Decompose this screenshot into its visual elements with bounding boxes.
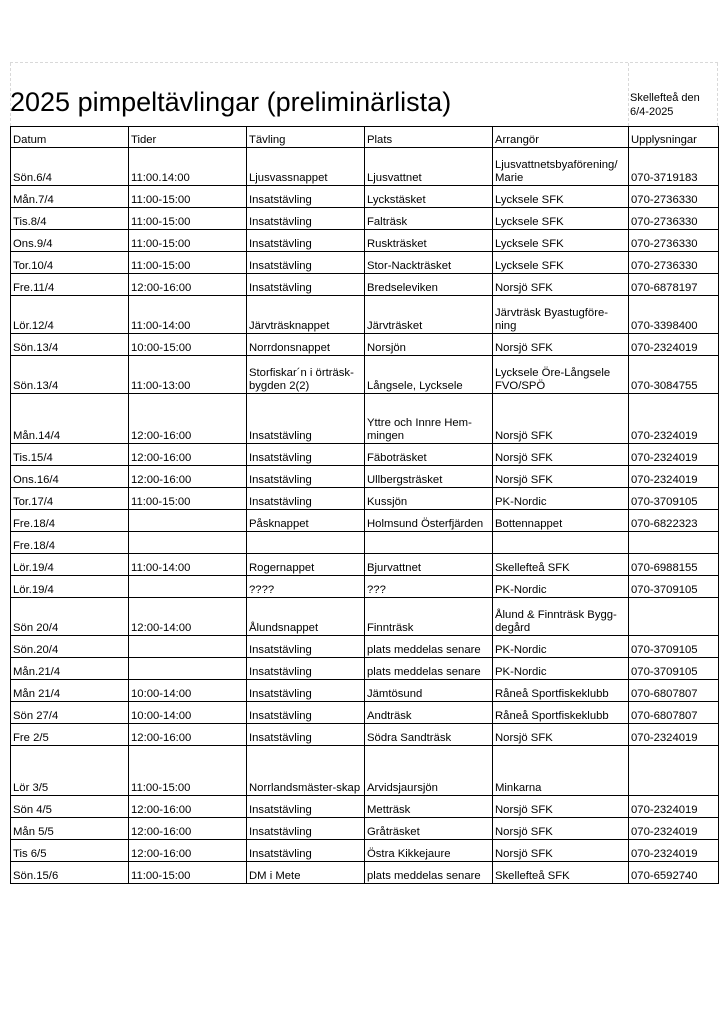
cell-plats: Holmsund Österfjärden	[365, 510, 493, 532]
table-row	[11, 186, 719, 208]
cell-plats: Metträsk	[365, 796, 493, 818]
table-row	[11, 862, 719, 884]
cell-datum: Fre.18/4	[11, 532, 129, 554]
cell-arrangor: Lycksele SFK	[493, 208, 629, 230]
cell-arrangor: PK-Nordic	[493, 636, 629, 658]
cell-tider: 12:00-16:00	[129, 818, 247, 840]
cell-tavling: Norrlandsmäster-skap	[247, 746, 365, 796]
cell-tavling: Insatstävling	[247, 658, 365, 680]
cell-upplysningar: 070-6878197	[629, 274, 719, 296]
table-row	[11, 636, 719, 658]
cell-arrangor: Norsjö SFK	[493, 274, 629, 296]
cell-tider: 11:00-15:00	[129, 186, 247, 208]
cell-arrangor: Råneå Sportfiskeklubb	[493, 702, 629, 724]
cell-tavling: DM i Mete	[247, 862, 365, 884]
cell-datum: Lör.12/4	[11, 296, 129, 334]
cell-datum: Fre 2/5	[11, 724, 129, 746]
cell-tider: 12:00-16:00	[129, 724, 247, 746]
cell-tavling: Insatstävling	[247, 394, 365, 444]
cell-plats: ???	[365, 576, 493, 598]
grid-line	[628, 63, 629, 126]
cell-upplysningar: 070-6822323	[629, 510, 719, 532]
column-header-datum: Datum	[11, 127, 129, 148]
cell-arrangor: Ålund & Finnträsk Bygg-degård	[493, 598, 629, 636]
cell-tider	[129, 510, 247, 532]
cell-tavling: Insatstävling	[247, 636, 365, 658]
cell-datum: Sön 4/5	[11, 796, 129, 818]
competition-table-body	[11, 127, 719, 884]
cell-tider: 12:00-16:00	[129, 796, 247, 818]
cell-upplysningar	[629, 598, 719, 636]
cell-tavling: Insatstävling	[247, 724, 365, 746]
cell-upplysningar: 070-3398400	[629, 296, 719, 334]
cell-arrangor: Norsjö SFK	[493, 724, 629, 746]
column-header-upplysningar: Upplysningar	[629, 127, 719, 148]
cell-datum: Sön.13/4	[11, 356, 129, 394]
cell-upplysningar: 070-2736330	[629, 186, 719, 208]
cell-tider: 11:00-14:00	[129, 296, 247, 334]
cell-arrangor: Lycksele SFK	[493, 230, 629, 252]
cell-arrangor: Norsjö SFK	[493, 466, 629, 488]
cell-tavling: Insatstävling	[247, 840, 365, 862]
table-row	[11, 510, 719, 532]
cell-tider: 11:00-15:00	[129, 862, 247, 884]
column-header-arrangor: Arrangör	[493, 127, 629, 148]
cell-datum: Tor.10/4	[11, 252, 129, 274]
table-row	[11, 702, 719, 724]
date-note-line-2: 6/4-2025	[630, 106, 674, 118]
cell-plats: Järvträsket	[365, 296, 493, 334]
cell-datum: Ons.9/4	[11, 230, 129, 252]
cell-upplysningar: 070-2324019	[629, 796, 719, 818]
cell-datum: Sön.15/6	[11, 862, 129, 884]
competition-table	[10, 126, 719, 884]
cell-plats: Norsjön	[365, 334, 493, 356]
cell-arrangor: Norsjö SFK	[493, 818, 629, 840]
table-row	[11, 252, 719, 274]
cell-arrangor: Skellefteå SFK	[493, 862, 629, 884]
cell-tavling: Insatstävling	[247, 680, 365, 702]
cell-tider: 11:00-15:00	[129, 252, 247, 274]
cell-tavling: Ljusvassnappet	[247, 148, 365, 186]
cell-arrangor: PK-Nordic	[493, 576, 629, 598]
cell-upplysningar: 070-6807807	[629, 680, 719, 702]
cell-datum: Mån 21/4	[11, 680, 129, 702]
column-header-plats: Plats	[365, 127, 493, 148]
cell-upplysningar: 070-6988155	[629, 554, 719, 576]
table-row	[11, 296, 719, 334]
cell-datum: Tor.17/4	[11, 488, 129, 510]
cell-arrangor: Råneå Sportfiskeklubb	[493, 680, 629, 702]
cell-tavling: Rogernappet	[247, 554, 365, 576]
cell-plats: Östra Kikkejaure	[365, 840, 493, 862]
cell-tider: 10:00-14:00	[129, 680, 247, 702]
table-row	[11, 394, 719, 444]
cell-plats: Ruskträsket	[365, 230, 493, 252]
cell-upplysningar: 070-2736330	[629, 208, 719, 230]
cell-tider	[129, 576, 247, 598]
cell-tider: 11:00-15:00	[129, 208, 247, 230]
cell-arrangor: Norsjö SFK	[493, 394, 629, 444]
cell-upplysningar: 070-3709105	[629, 488, 719, 510]
cell-plats: plats meddelas senare	[365, 636, 493, 658]
cell-upplysningar: 070-3084755	[629, 356, 719, 394]
schedule-sheet	[10, 62, 718, 884]
cell-datum: Tis.15/4	[11, 444, 129, 466]
cell-datum: Mån 5/5	[11, 818, 129, 840]
cell-upplysningar: 070-2324019	[629, 466, 719, 488]
date-note-line-1: Skellefteå den	[630, 92, 700, 104]
cell-arrangor: Lycksele SFK	[493, 252, 629, 274]
cell-plats: Fäboträsket	[365, 444, 493, 466]
cell-plats: plats meddelas senare	[365, 658, 493, 680]
table-row	[11, 576, 719, 598]
table-row	[11, 818, 719, 840]
cell-tider	[129, 658, 247, 680]
cell-tavling: Insatstävling	[247, 274, 365, 296]
table-row	[11, 658, 719, 680]
table-row	[11, 796, 719, 818]
cell-arrangor: Norsjö SFK	[493, 840, 629, 862]
cell-datum: Mån.14/4	[11, 394, 129, 444]
cell-tavling: Ålundsnappet	[247, 598, 365, 636]
table-row	[11, 466, 719, 488]
cell-plats: Stor-Nackträsket	[365, 252, 493, 274]
table-row	[11, 488, 719, 510]
cell-plats: Lyckstäsket	[365, 186, 493, 208]
cell-tider: 11:00-14:00	[129, 554, 247, 576]
cell-plats: Jämtösund	[365, 680, 493, 702]
table-row	[11, 230, 719, 252]
cell-upplysningar: 070-2324019	[629, 818, 719, 840]
cell-tider: 12:00-14:00	[129, 598, 247, 636]
date-note	[630, 91, 718, 119]
cell-tider	[129, 636, 247, 658]
cell-tavling: Insatstävling	[247, 488, 365, 510]
cell-plats: Kussjön	[365, 488, 493, 510]
cell-datum: Tis.8/4	[11, 208, 129, 230]
cell-tavling: Insatstävling	[247, 796, 365, 818]
cell-tider: 12:00-16:00	[129, 444, 247, 466]
cell-datum: Fre.11/4	[11, 274, 129, 296]
cell-upplysningar: 070-3709105	[629, 658, 719, 680]
cell-datum: Lör.19/4	[11, 576, 129, 598]
table-row	[11, 680, 719, 702]
cell-arrangor: Skellefteå SFK	[493, 554, 629, 576]
cell-plats: plats meddelas senare	[365, 862, 493, 884]
cell-tavling: Insatstävling	[247, 186, 365, 208]
cell-arrangor: Bottennappet	[493, 510, 629, 532]
table-row	[11, 334, 719, 356]
cell-upplysningar	[629, 746, 719, 796]
cell-upplysningar: 070-2736330	[629, 252, 719, 274]
cell-datum: Sön.20/4	[11, 636, 129, 658]
cell-arrangor: Lycksele SFK	[493, 186, 629, 208]
cell-datum: Mån.21/4	[11, 658, 129, 680]
cell-datum: Sön.6/4	[11, 148, 129, 186]
cell-tider: 12:00-16:00	[129, 394, 247, 444]
cell-upplysningar: 070-3709105	[629, 576, 719, 598]
cell-upplysningar: 070-2324019	[629, 334, 719, 356]
cell-datum: Mån.7/4	[11, 186, 129, 208]
table-row	[11, 554, 719, 576]
cell-tavling	[247, 532, 365, 554]
cell-arrangor	[493, 532, 629, 554]
cell-plats: Gråträsket	[365, 818, 493, 840]
cell-datum: Tis 6/5	[11, 840, 129, 862]
table-row	[11, 746, 719, 796]
cell-tavling: Insatstävling	[247, 466, 365, 488]
column-header-tavling: Tävling	[247, 127, 365, 148]
table-row	[11, 532, 719, 554]
cell-datum: Lör.19/4	[11, 554, 129, 576]
cell-datum: Sön 27/4	[11, 702, 129, 724]
cell-arrangor: Norsjö SFK	[493, 444, 629, 466]
cell-arrangor: Norsjö SFK	[493, 796, 629, 818]
cell-tavling: Storfiskar´n i örträsk-bygden 2(2)	[247, 356, 365, 394]
cell-plats: Ljusvattnet	[365, 148, 493, 186]
cell-upplysningar	[629, 532, 719, 554]
cell-plats: Långsele, Lycksele	[365, 356, 493, 394]
cell-tavling: ????	[247, 576, 365, 598]
table-row	[11, 208, 719, 230]
cell-upplysningar: 070-2324019	[629, 394, 719, 444]
cell-tavling: Norrdonsnappet	[247, 334, 365, 356]
table-row	[11, 598, 719, 636]
cell-upplysningar: 070-2736330	[629, 230, 719, 252]
cell-upplysningar: 070-2324019	[629, 444, 719, 466]
cell-tider: 12:00-16:00	[129, 274, 247, 296]
cell-tavling: Insatstävling	[247, 208, 365, 230]
table-row	[11, 444, 719, 466]
cell-plats: Ullbergsträsket	[365, 466, 493, 488]
cell-datum: Sön 20/4	[11, 598, 129, 636]
cell-tider: 10:00-14:00	[129, 702, 247, 724]
column-header-tider: Tider	[129, 127, 247, 148]
cell-arrangor: PK-Nordic	[493, 488, 629, 510]
cell-tider: 11:00-15:00	[129, 746, 247, 796]
cell-tider: 11:00-15:00	[129, 230, 247, 252]
cell-tider: 12:00-16:00	[129, 840, 247, 862]
cell-upplysningar: 070-6807807	[629, 702, 719, 724]
table-row	[11, 840, 719, 862]
cell-tavling: Påsknappet	[247, 510, 365, 532]
cell-plats: Arvidsjaursjön	[365, 746, 493, 796]
cell-arrangor: PK-Nordic	[493, 658, 629, 680]
cell-tavling: Insatstävling	[247, 230, 365, 252]
cell-upplysningar: 070-2324019	[629, 724, 719, 746]
cell-plats	[365, 532, 493, 554]
cell-arrangor: Ljusvattnetsbyaförening/ Marie	[493, 148, 629, 186]
cell-arrangor: Norsjö SFK	[493, 334, 629, 356]
cell-arrangor: Minkarna	[493, 746, 629, 796]
table-row	[11, 274, 719, 296]
cell-plats: Andträsk	[365, 702, 493, 724]
cell-arrangor: Lycksele Öre-Långsele FVO/SPÖ	[493, 356, 629, 394]
cell-plats: Bjurvattnet	[365, 554, 493, 576]
cell-upplysningar: 070-3709105	[629, 636, 719, 658]
cell-tider: 12:00-16:00	[129, 466, 247, 488]
table-row	[11, 148, 719, 186]
cell-tider: 11:00-13:00	[129, 356, 247, 394]
header-row	[11, 127, 719, 148]
cell-datum: Sön.13/4	[11, 334, 129, 356]
cell-tavling: Järvträsknappet	[247, 296, 365, 334]
cell-tavling: Insatstävling	[247, 702, 365, 724]
cell-tavling: Insatstävling	[247, 444, 365, 466]
cell-plats: Finnträsk	[365, 598, 493, 636]
table-row	[11, 724, 719, 746]
cell-upplysningar: 070-2324019	[629, 840, 719, 862]
cell-plats: Falträsk	[365, 208, 493, 230]
table-row	[11, 356, 719, 394]
cell-tider: 11:00-15:00	[129, 488, 247, 510]
cell-upplysningar: 070-3719183	[629, 148, 719, 186]
cell-upplysningar: 070-6592740	[629, 862, 719, 884]
cell-datum: Fre.18/4	[11, 510, 129, 532]
cell-tider: 10:00-15:00	[129, 334, 247, 356]
title-row	[10, 62, 718, 126]
cell-tider	[129, 532, 247, 554]
cell-datum: Ons.16/4	[11, 466, 129, 488]
cell-plats: Yttre och Innre Hem-mingen	[365, 394, 493, 444]
page-title: 2025 pimpeltävlingar (preliminärlista)	[10, 87, 452, 117]
cell-tavling: Insatstävling	[247, 252, 365, 274]
cell-arrangor: Järvträsk Byastugföre-ning	[493, 296, 629, 334]
cell-plats: Södra Sandträsk	[365, 724, 493, 746]
cell-plats: Bredseleviken	[365, 274, 493, 296]
cell-tider: 11:00.14:00	[129, 148, 247, 186]
cell-datum: Lör 3/5	[11, 746, 129, 796]
cell-tavling: Insatstävling	[247, 818, 365, 840]
